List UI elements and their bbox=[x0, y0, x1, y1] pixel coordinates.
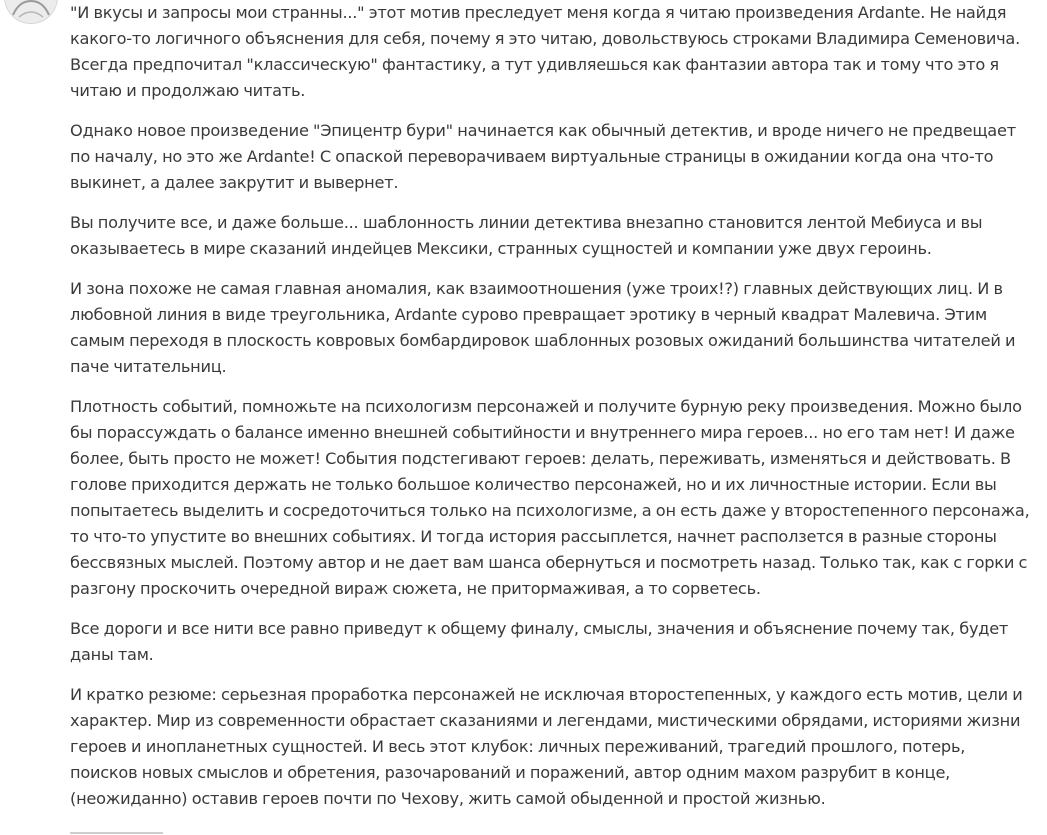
divider bbox=[70, 832, 163, 834]
review-paragraph-3: Вы получите все, и даже больше... шаблонность линии детектива внезапно становится лентой Мебиуса и вы оказываетесь в мире сказаний индейцев Мексики, странных сущностей и компании уже двух героинь. bbox=[70, 213, 983, 258]
user-avatar-icon bbox=[5, 0, 57, 23]
review-paragraph-6: Все дороги и все нити все равно приведут к общему финалу, смыслы, значения и объяснение почему так, будет даны там. bbox=[70, 619, 1009, 664]
review-paragraph-5: Плотность событий, помножьте на психологизм персонажей и получите бурную реку произведения. Можно было бы порассуждать о балансе именно внешней событийности и внутреннего мира героев... но его там нет! И даже более, быть просто не может! События подстегивают героев: делать, переживать, изменяться и действовать. В голове приходится держать не только большое количество персонажей, но и их личностные истории. Если вы попытаетесь выделить и сосредоточиться только на психологизме, а он есть даже у второстепенного персонажа, то что-то упустите во внешних событиях. И тогда история рассыплется, начнет расползется в разные стороны бессвязных мыслей. Поэтому автор и не дает вам шанса обернуться и посмотреть назад. Только так, как с горки с разгону проскочить очередной вираж сюжета, не притормаживая, а то сорветесь. bbox=[70, 397, 1030, 598]
review-text bbox=[70, 0, 1032, 826]
avatar[interactable] bbox=[4, 0, 58, 24]
review-paragraph-7: И кратко резюме: серьезная проработка персонажей не исключая второстепенных, у каждого есть мотив, цели и характер. Мир из современности обрастает сказаниями и легендами, мистическими обрядами, историями жизни героев и инопланетных сущностей. И весь этот клубок: личных переживаний, трагедий прошлого, потерь, поисков новых смыслов и обретения, разочарований и поражений, автор одним махом разрубит в конце, (неожиданно) оставив героев почти по Чехову, жить самой обыденной и простой жизнью. bbox=[70, 685, 1023, 808]
review-paragraph-1: "И вкусы и запросы мои странны..." этот мотив преследует меня когда я читаю произведения Ardante. Не найдя какого-то логичного объяснения для себя, почему я это читаю, довольствуюсь строками Владимира Семеновича. Всегда предпочитал "классическую" фантастику, а тут удивляешься как фантазии автора так и тому что это я читаю и продолжаю читать. bbox=[70, 3, 1021, 100]
review-paragraph-2: Однако новое произведение "Эпицентр бури" начинается как обычный детектив, и вроде ничего не предвещает по началу, но это же Ardante! С опаской переворачиваем виртуальные страницы в ожидании когда она что-то выкинет, а далее закрутит и вывернет. bbox=[70, 121, 1016, 192]
review-paragraph-4: И зона похоже не самая главная аномалия, как взаимоотношения (уже троих!?) главных действующих лиц. И в любовной линия в виде треугольника, Ardante сурово превращает эротику в черный квадрат Малевича. Этим самым переходя в плоскость ковровых бомбардировок шаблонных розовых ожиданий большинства читателей и паче читательниц. bbox=[70, 279, 1016, 376]
